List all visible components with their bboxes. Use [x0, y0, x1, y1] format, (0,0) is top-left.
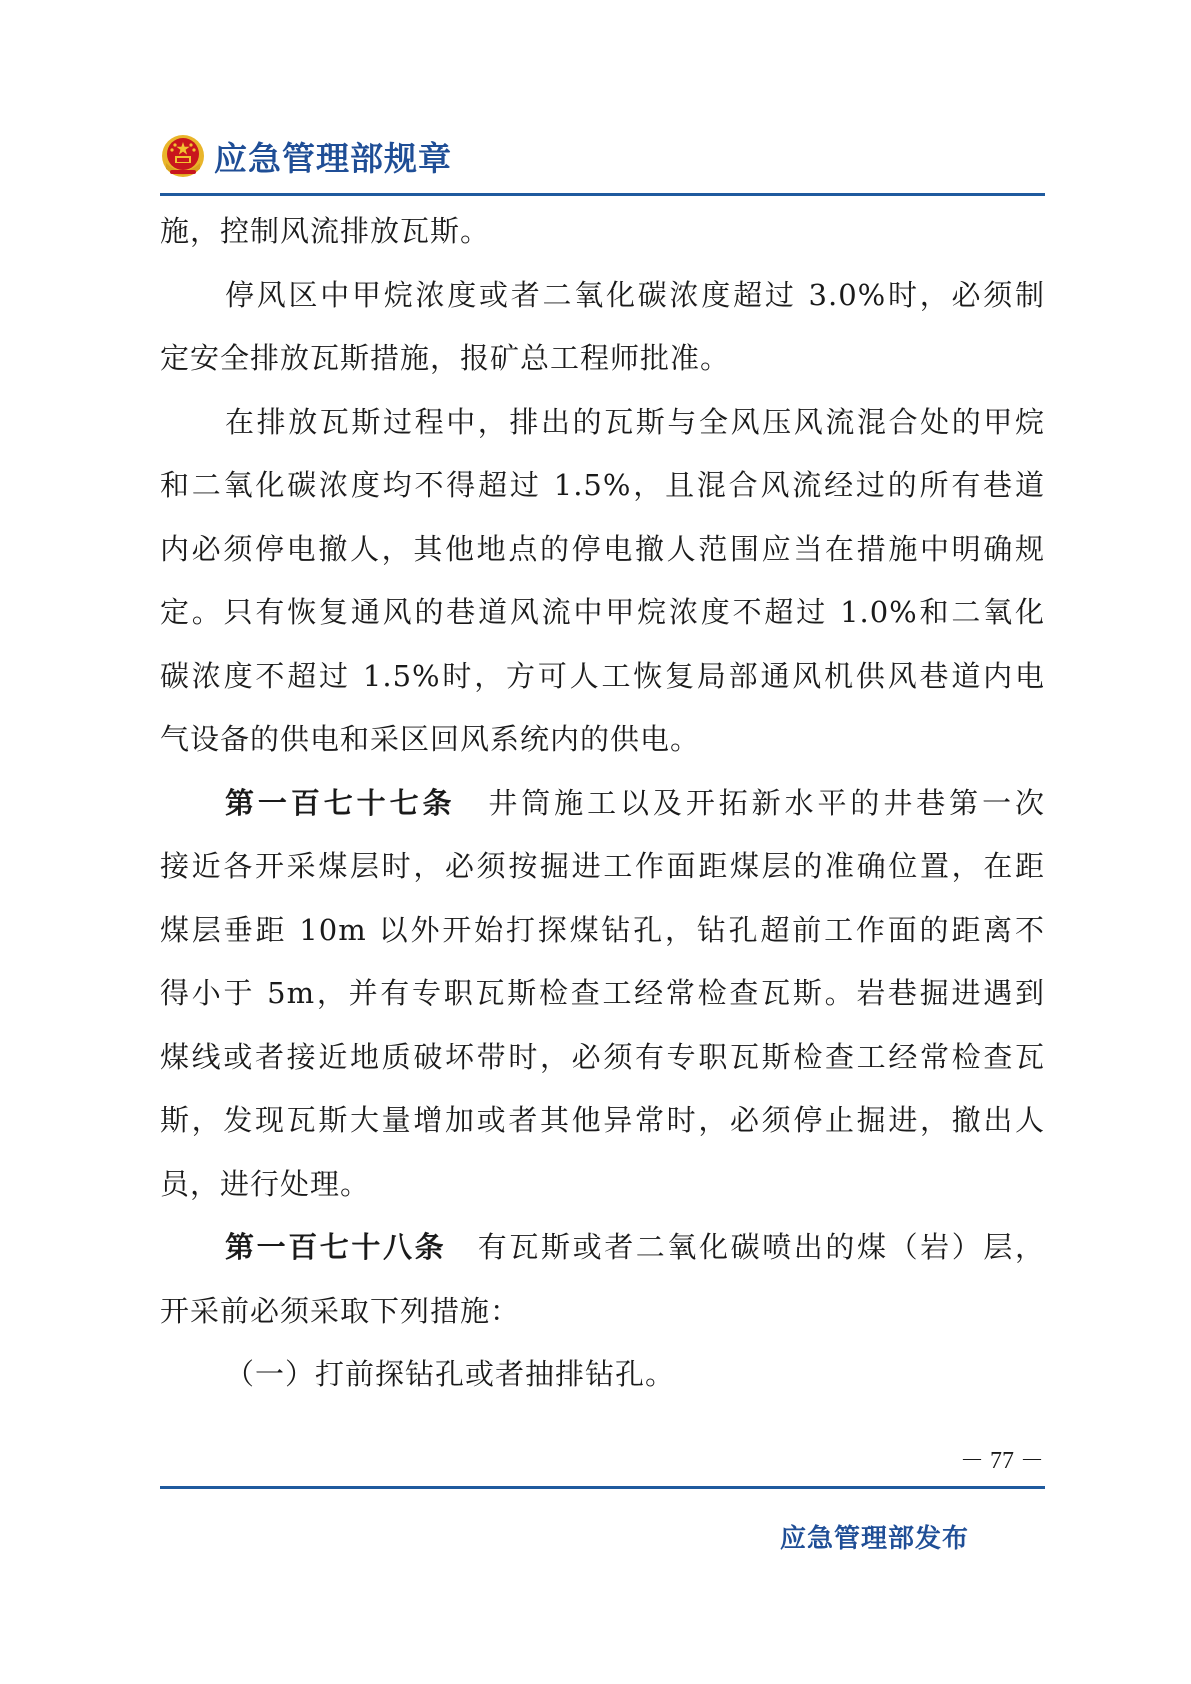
footer-divider: [160, 1486, 1045, 1489]
national-emblem-icon: [160, 133, 206, 179]
article-177-text: 井筒施工以及开拓新水平的井巷第一次: [485, 785, 1045, 820]
page-header: [160, 128, 452, 184]
header-title: 应急管理部规章: [214, 138, 452, 178]
text-line: 内必须停电撤人，其他地点的停电撤人范围应当在措施中明确规: [160, 531, 1045, 566]
text-line: 定。只有恢复通风的巷道风流中甲烷浓度不超过 1.0%和二氧化: [160, 595, 1045, 629]
article-177-line: [160, 772, 1045, 836]
article-177-heading: 第一百七十七条: [225, 785, 456, 820]
text-line: （一）打前探钻孔或者抽排钻孔。: [225, 1357, 676, 1391]
text-line: 开采前必须采取下列措施：: [160, 1293, 521, 1328]
article-178-line: [160, 1216, 1045, 1280]
text-line: 得小于 5m，并有专职瓦斯检查工经常检查瓦斯。岩巷掘进遇到: [160, 976, 1045, 1010]
article-178-text: 有瓦斯或者二氧化碳喷出的煤（岩）层，: [476, 1230, 1045, 1264]
text-line: 气设备的供电和采区回风系统内的供电。: [160, 722, 701, 756]
text-line: 定安全排放瓦斯措施，报矿总工程师批准。: [160, 341, 731, 375]
text-line: 碳浓度不超过 1.5%时，方可人工恢复局部通风机供风巷道内电: [160, 658, 1045, 693]
text-line: 煤线或者接近地质破坏带时，必须有专职瓦斯检查工经常检查瓦: [160, 1039, 1045, 1074]
page-number: － 77 －: [960, 1448, 1044, 1474]
footer-publisher: 应急管理部发布: [780, 1524, 970, 1554]
text-line: 在排放瓦斯过程中，排出的瓦斯与全风压风流混合处的甲烷: [225, 404, 1045, 439]
article-178-heading: 第一百七十八条: [225, 1230, 447, 1264]
header-divider: [160, 193, 1045, 196]
text-line: 斯，发现瓦斯大量增加或者其他异常时，必须停止掘进，撤出人: [160, 1103, 1045, 1137]
text-line: 施，控制风流排放瓦斯。: [160, 214, 491, 248]
text-line: 接近各开采煤层时，必须按掘进工作面距煤层的准确位置，在距: [160, 849, 1045, 883]
text-line: 员，进行处理。: [160, 1166, 371, 1201]
text-line: 煤层垂距 10m 以外开始打探煤钻孔，钻孔超前工作面的距离不: [160, 912, 1045, 947]
text-line: 停风区中甲烷浓度或者二氧化碳浓度超过 3.0%时，必须制: [225, 277, 1045, 312]
document-body: [160, 200, 1045, 1407]
text-line: 和二氧化碳浓度均不得超过 1.5%，且混合风流经过的所有巷道: [160, 468, 1045, 502]
